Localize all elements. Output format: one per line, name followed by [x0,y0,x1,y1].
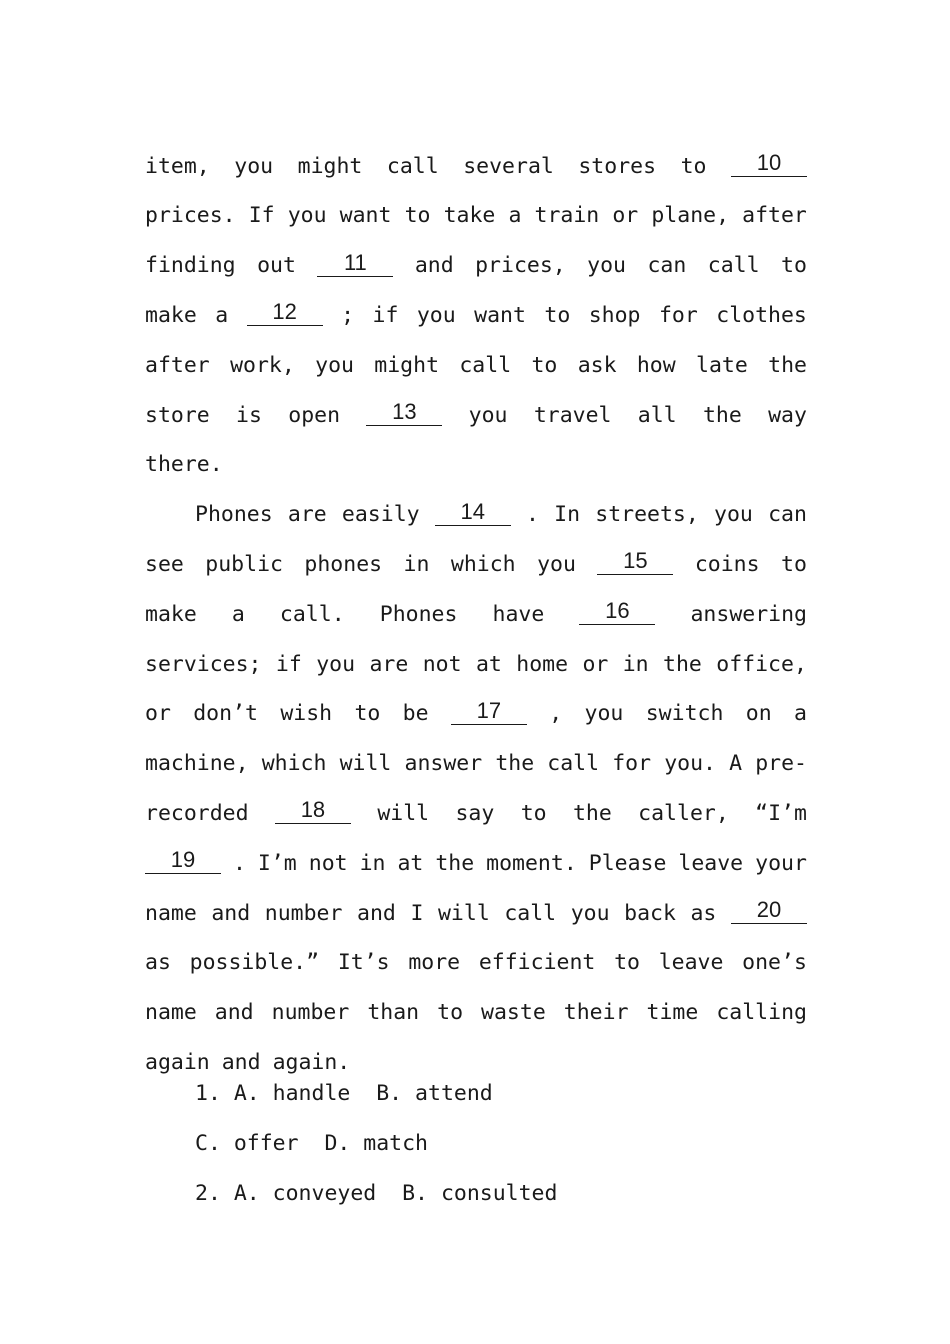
word: pre- [755,751,807,777]
passage-line [145,924,807,974]
word: travel [533,402,612,428]
passage-line [195,476,807,526]
word: possible.” [189,950,320,976]
word: answer [404,751,483,777]
word: call [459,352,512,378]
word: phones [304,551,383,577]
answer-blank[interactable]: 12 [247,301,323,326]
word: open [288,402,341,428]
word: ask [577,352,617,378]
word: than [367,1000,420,1026]
word: to [531,352,558,378]
word: there. [145,452,223,478]
word: office, [716,651,807,677]
word: shop [588,302,641,328]
word: not [422,651,462,677]
passage-line [145,824,807,874]
word: the [572,800,612,826]
word: item, [145,153,210,179]
word: your [755,850,807,876]
word: call [504,900,557,926]
word: recorded [145,800,249,826]
word: the [702,402,742,428]
word: , [549,701,563,727]
word: and [221,1049,261,1075]
word: efficient [478,950,596,976]
answer-option-line: 2. A. conveyed B. consulted [195,1181,558,1206]
word: again. [272,1049,351,1075]
passage-line [145,276,807,326]
word: take [443,203,496,229]
word: for [612,751,652,777]
word: several [463,153,554,179]
word: want [339,203,392,229]
word: coins [694,551,760,577]
word: It’s [337,950,390,976]
word: name [145,1000,197,1026]
word: a [508,203,522,229]
word: a [793,701,807,727]
word: in [403,551,430,577]
word: way [768,402,807,428]
word: number [264,900,343,926]
word: call [547,751,600,777]
word: you [584,701,624,727]
answer-option-line: 1. A. handle B. attend [195,1081,493,1106]
word: and [214,1000,254,1026]
word: you [287,203,327,229]
word: back [624,900,676,926]
word: answering [690,601,807,627]
word: you [587,253,627,279]
word: and [357,900,396,926]
word: Phones [379,601,458,627]
word: after [145,352,210,378]
passage-line [145,326,807,376]
word: streets, [595,502,699,528]
answer-blank[interactable]: 14 [435,501,511,526]
word: store [145,402,210,428]
word: you. [664,751,716,777]
word: you [468,402,508,428]
word: the [768,352,807,378]
passage-line [145,725,807,775]
passage-line [145,127,807,177]
passage-line [145,974,807,1024]
word: will [437,900,490,926]
word: leave [658,950,724,976]
word: the [435,850,475,876]
word: as [145,950,171,976]
word: wish [280,701,333,727]
word: for [658,302,698,328]
word: a [231,601,245,627]
word: if [275,651,302,677]
word: In [554,502,581,528]
word: moment. [486,850,577,876]
word: ; [341,302,355,328]
word: don’t [193,701,258,727]
word: time [646,1000,699,1026]
word: call [386,153,439,179]
word: finding [145,253,236,279]
passage-line [145,426,807,476]
word: or [612,203,639,229]
answer-blank[interactable]: 19 [145,849,221,874]
word: after [742,203,807,229]
answer-blank[interactable]: 17 [451,700,527,725]
word: which [450,551,516,577]
word: to [781,253,807,279]
word: if [372,302,399,328]
word: I’m [257,850,297,876]
word: you [570,900,610,926]
word: at [397,850,424,876]
answer-blank[interactable]: 20 [731,899,807,924]
word: will [377,800,430,826]
word: switch [645,701,724,727]
answer-blank[interactable]: 15 [597,550,673,575]
passage-line [145,675,807,725]
word: plane, [651,203,730,229]
word: leave [678,850,744,876]
word: you [316,651,356,677]
word: their [563,1000,629,1026]
word: or [145,701,171,727]
answer-blank[interactable]: 16 [579,600,655,625]
word: make [145,302,197,328]
word: might [297,153,363,179]
passage-line [145,376,807,426]
word: to [544,302,571,328]
word: have [492,601,545,627]
word: public [205,551,283,577]
word: clothes [716,302,807,328]
word: not [308,850,348,876]
word: want [474,302,526,328]
answer-blank[interactable]: 11 [317,252,393,277]
word: name [145,900,197,926]
word: call [707,253,760,279]
word: to [437,1000,464,1026]
word: can [647,253,687,279]
word: number [271,1000,350,1026]
word: you [537,551,576,577]
word: I [410,900,424,926]
word: say [455,800,495,826]
word: If [248,203,275,229]
word: services; [145,651,262,677]
word: home [516,651,569,677]
word: call. [279,601,345,627]
word: you [714,502,753,528]
passage-line [145,227,807,277]
word: a [215,302,229,328]
word: . [232,850,246,876]
word: at [475,651,502,677]
answer-blank[interactable]: 13 [366,401,442,426]
word: machine, [145,751,249,777]
word: to [520,800,547,826]
word: and [211,900,251,926]
word: see [145,551,184,577]
word: out [257,253,296,279]
word: all [637,402,677,428]
word: you [234,153,274,179]
word: are [287,502,327,528]
word: to [404,203,431,229]
passage-line [145,177,807,227]
word: on [745,701,772,727]
word: or [582,651,609,677]
word: in [359,850,386,876]
passage-line [145,874,807,924]
word: to [781,551,807,577]
word: the [495,751,535,777]
word: calling [716,1000,807,1026]
word: easily [341,502,420,528]
word: and [414,253,454,279]
word: is [236,402,262,428]
word: prices. [145,203,236,229]
word: caller, [638,800,729,826]
word: are [369,651,409,677]
word: will [339,751,392,777]
word: Phones [195,502,273,528]
word: as [690,900,717,926]
word: Please [588,850,667,876]
word: one’s [742,950,807,976]
word: the [663,651,702,677]
word: “I’m [755,800,807,826]
answer-blank[interactable]: 18 [275,799,351,824]
word: which [261,751,327,777]
answer-option-line: C. offer D. match [195,1131,428,1156]
word: you [416,302,456,328]
word: work, [230,352,295,378]
passage-line [145,1023,807,1073]
passage-line [145,575,807,625]
word: might [374,352,440,378]
word: be [402,701,429,727]
word: to [614,950,640,976]
word: how [636,352,676,378]
word: can [768,502,807,528]
word: stores [578,153,657,179]
passage-line [145,525,807,575]
passage-line [145,625,807,675]
word: make [145,601,197,627]
word: late [696,352,748,378]
word: you [315,352,354,378]
word: to [680,153,707,179]
word: to [354,701,381,727]
word: waste [481,1000,546,1026]
word: train [534,203,600,229]
passage-line [145,774,807,824]
word: A [729,751,743,777]
word: again [145,1049,210,1075]
word: . [526,502,539,528]
word: more [408,950,461,976]
word: prices, [475,253,566,279]
answer-blank[interactable]: 10 [731,152,807,177]
word: in [622,651,649,677]
